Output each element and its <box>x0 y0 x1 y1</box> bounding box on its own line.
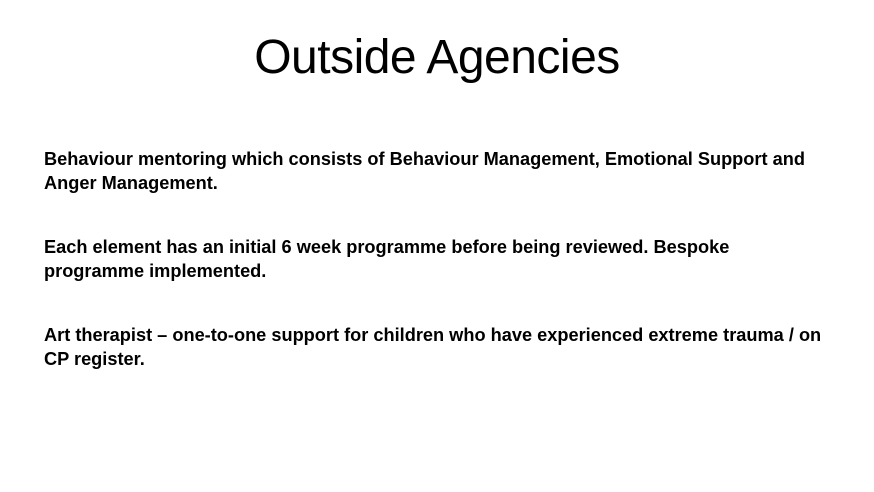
slide-title: Outside Agencies <box>254 31 620 84</box>
paragraph-behaviour-mentoring: Behaviour mentoring which consists of Behaviour Management, Emotional Support and Anger Management. <box>44 149 805 193</box>
paragraph-programme: Each element has an initial 6 week programme before being reviewed. Bespoke programme implemented. <box>44 237 730 281</box>
slide-body <box>44 147 834 371</box>
paragraph-art-therapist: Art therapist – one-to-one support for children who have experienced extreme trauma / on CP register. <box>44 325 822 369</box>
